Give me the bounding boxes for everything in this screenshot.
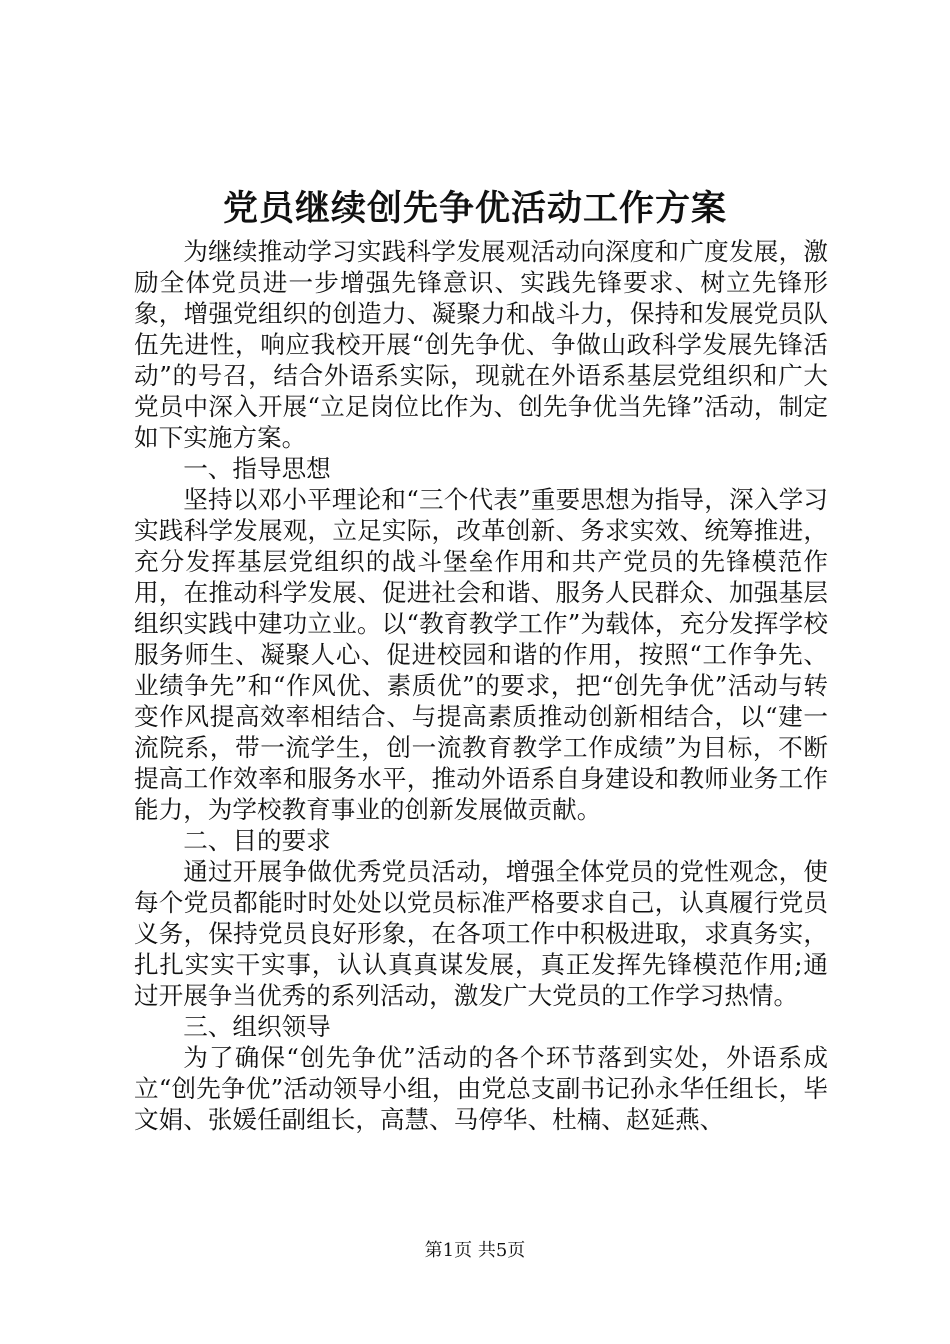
page-number-footer: 第1页 共5页 — [424, 1240, 526, 1261]
intro-paragraph: 为继续推动学习实践科学发展观活动向深度和广度发展，激励全体党员进一步增强先锋意识、实践先锋要求、树立先锋形象，增强党组织的创造力、凝聚力和战斗力，保持和发展党员队伍先进性，响应我校开展“创先争优、争做山政科学发展先锋活动”的号召，结合外语系实际，现就在外语系基层党组织和广大党员中深入开展“立足岗位比作为、创先争优当先锋”活动，制定如下实施方案。 — [134, 237, 828, 452]
document-title: 党员继续创先争优活动工作方案 — [222, 189, 727, 229]
section-heading-objectives: 二、目的要求 — [183, 826, 331, 855]
section-heading-guiding-thought: 一、指导思想 — [183, 454, 331, 483]
section-heading-leadership: 三、组织领导 — [183, 1012, 331, 1041]
guiding-thought-paragraph: 坚持以邓小平理论和“三个代表”重要思想为指导，深入学习实践科学发展观，立足实际，改革创新、务求实效、统筹推进，充分发挥基层党组织的战斗堡垒作用和共产党员的先锋模范作用，在推动科学发展、促进社会和谐、服务人民群众、加强基层组织实践中建功立业。以“教育教学工作”为载体，充分发挥学校服务师生、凝聚人心、促进校园和谐的作用，按照“工作争先、业绩争先”和“作风优、素质优”的要求，把“创先争优”活动与转变作风提高效率相结合、与提高素质推动创新相结合，以“建一流院系，带一流学生，创一流教育教学工作成绩”为目标，不断提高工作效率和服务水平，推动外语系自身建设和教师业务工作能力，为学校教育事业的创新发展做贡献。 — [134, 485, 828, 824]
objectives-paragraph: 通过开展争做优秀党员活动，增强全体党员的党性观念，使每个党员都能时时处处以党员标准严格要求自己，认真履行党员义务，保持党员良好形象，在各项工作中积极进取，求真务实，扎扎实实干实事，认认真真谋发展，真正发挥先锋模范作用;通过开展争当优秀的系列活动，激发广大党员的工作学习热情。 — [134, 857, 828, 1010]
document-body — [134, 236, 828, 1135]
leadership-paragraph: 为了确保“创先争优”活动的各个环节落到实处，外语系成立“创先争优”活动领导小组，由党总支副书记孙永华任组长，毕文娟、张媛任副组长，高慧、马停华、杜楠、赵延燕、 — [134, 1043, 828, 1134]
